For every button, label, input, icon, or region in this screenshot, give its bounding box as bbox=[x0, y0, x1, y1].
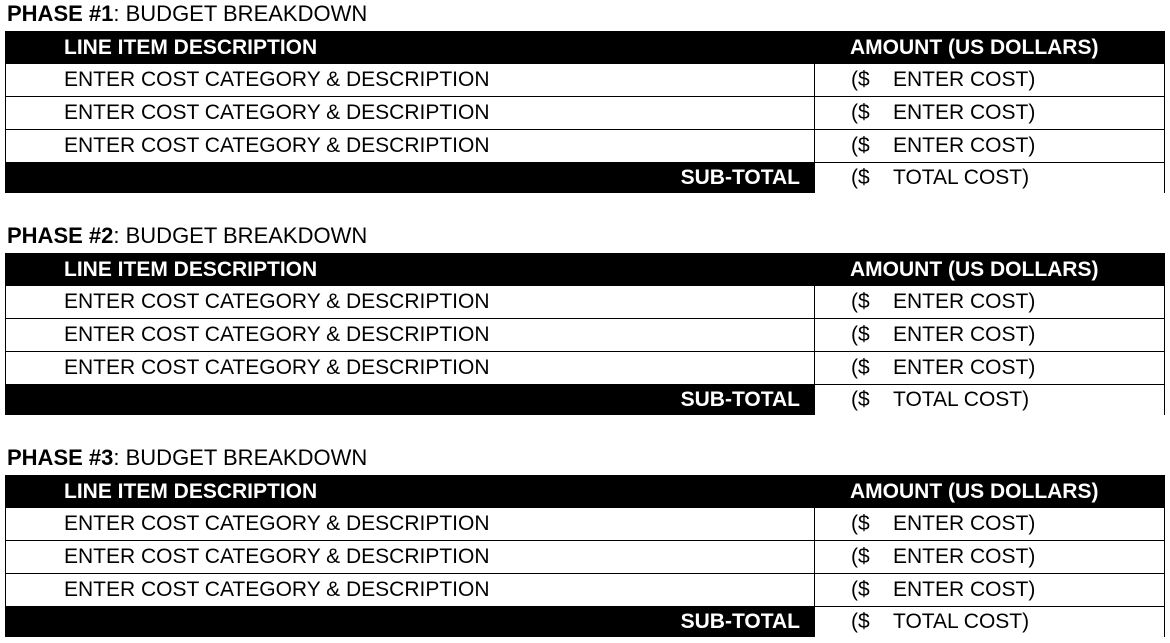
amount-value[interactable]: ENTER COST) bbox=[893, 545, 1036, 568]
header-description: LINE ITEM DESCRIPTION bbox=[64, 257, 318, 281]
table-row[interactable] bbox=[6, 285, 1164, 318]
phase-1-title bbox=[7, 0, 367, 28]
line-item-amount[interactable] bbox=[814, 541, 1164, 573]
subtotal-amount[interactable] bbox=[814, 607, 1164, 637]
currency-symbol: ($ bbox=[851, 545, 870, 568]
currency-symbol: ($ bbox=[851, 578, 870, 601]
subtotal-label: SUB-TOTAL bbox=[6, 607, 814, 637]
subtotal-amount[interactable] bbox=[814, 385, 1164, 415]
currency-symbol: ($ bbox=[851, 388, 870, 411]
currency-symbol: ($ bbox=[851, 101, 870, 124]
currency-symbol: ($ bbox=[851, 356, 870, 379]
phase-2-title-number: PHASE #2 bbox=[7, 223, 114, 248]
line-item-amount[interactable] bbox=[814, 64, 1164, 96]
amount-value[interactable]: ENTER COST) bbox=[893, 101, 1036, 124]
phase-2-budget-table bbox=[5, 253, 1165, 415]
amount-value[interactable]: ENTER COST) bbox=[893, 290, 1036, 313]
currency-symbol: ($ bbox=[851, 610, 870, 633]
header-amount: AMOUNT (US DOLLARS) bbox=[850, 257, 1099, 281]
table-row[interactable] bbox=[6, 129, 1164, 162]
table-row[interactable] bbox=[6, 573, 1164, 606]
line-item-description[interactable]: ENTER COST CATEGORY & DESCRIPTION bbox=[64, 512, 490, 535]
header-amount: AMOUNT (US DOLLARS) bbox=[850, 35, 1099, 59]
header-description: LINE ITEM DESCRIPTION bbox=[64, 35, 318, 59]
phase-1-budget-table bbox=[5, 31, 1165, 193]
phase-2-title-text: : BUDGET BREAKDOWN bbox=[113, 223, 368, 248]
line-item-amount[interactable] bbox=[814, 319, 1164, 351]
currency-symbol: ($ bbox=[851, 290, 870, 313]
phase-3-budget-table bbox=[5, 475, 1165, 637]
header-amount: AMOUNT (US DOLLARS) bbox=[850, 479, 1099, 503]
table-row[interactable] bbox=[6, 351, 1164, 384]
amount-value[interactable]: ENTER COST) bbox=[893, 578, 1036, 601]
line-item-description[interactable]: ENTER COST CATEGORY & DESCRIPTION bbox=[64, 578, 490, 601]
currency-symbol: ($ bbox=[851, 323, 870, 346]
line-item-description[interactable]: ENTER COST CATEGORY & DESCRIPTION bbox=[64, 323, 490, 346]
currency-symbol: ($ bbox=[851, 134, 870, 157]
line-item-description[interactable]: ENTER COST CATEGORY & DESCRIPTION bbox=[64, 356, 490, 379]
line-item-amount[interactable] bbox=[814, 286, 1164, 318]
phase-2-title bbox=[7, 222, 367, 250]
line-item-amount[interactable] bbox=[814, 508, 1164, 540]
line-item-amount[interactable] bbox=[814, 97, 1164, 129]
subtotal-amount[interactable] bbox=[814, 163, 1164, 193]
line-item-description[interactable]: ENTER COST CATEGORY & DESCRIPTION bbox=[64, 68, 490, 91]
line-item-description[interactable]: ENTER COST CATEGORY & DESCRIPTION bbox=[64, 545, 490, 568]
line-item-description[interactable]: ENTER COST CATEGORY & DESCRIPTION bbox=[64, 290, 490, 313]
subtotal-row bbox=[6, 162, 1164, 193]
table-row[interactable] bbox=[6, 318, 1164, 351]
line-item-amount[interactable] bbox=[814, 130, 1164, 162]
currency-symbol: ($ bbox=[851, 166, 870, 189]
amount-value[interactable]: ENTER COST) bbox=[893, 68, 1036, 91]
table-row[interactable] bbox=[6, 507, 1164, 540]
amount-value[interactable]: ENTER COST) bbox=[893, 134, 1036, 157]
currency-symbol: ($ bbox=[851, 68, 870, 91]
phase-3-title-text: : BUDGET BREAKDOWN bbox=[113, 445, 368, 470]
phase-1-title-text: : BUDGET BREAKDOWN bbox=[113, 1, 368, 26]
amount-value[interactable]: ENTER COST) bbox=[893, 512, 1036, 535]
amount-value[interactable]: ENTER COST) bbox=[893, 323, 1036, 346]
subtotal-value[interactable]: TOTAL COST) bbox=[893, 166, 1030, 189]
line-item-amount[interactable] bbox=[814, 574, 1164, 606]
table-header-row bbox=[6, 32, 1164, 63]
table-row[interactable] bbox=[6, 63, 1164, 96]
subtotal-row bbox=[6, 606, 1164, 637]
table-header-row bbox=[6, 254, 1164, 285]
subtotal-label: SUB-TOTAL bbox=[6, 163, 814, 193]
line-item-description[interactable]: ENTER COST CATEGORY & DESCRIPTION bbox=[64, 101, 490, 124]
phase-3-title bbox=[7, 444, 367, 472]
subtotal-value[interactable]: TOTAL COST) bbox=[893, 610, 1030, 633]
subtotal-row bbox=[6, 384, 1164, 415]
subtotal-label: SUB-TOTAL bbox=[6, 385, 814, 415]
table-row[interactable] bbox=[6, 96, 1164, 129]
phase-1-title-number: PHASE #1 bbox=[7, 1, 114, 26]
table-row[interactable] bbox=[6, 540, 1164, 573]
table-header-row bbox=[6, 476, 1164, 507]
header-description: LINE ITEM DESCRIPTION bbox=[64, 479, 318, 503]
line-item-description[interactable]: ENTER COST CATEGORY & DESCRIPTION bbox=[64, 134, 490, 157]
currency-symbol: ($ bbox=[851, 512, 870, 535]
subtotal-value[interactable]: TOTAL COST) bbox=[893, 388, 1030, 411]
amount-value[interactable]: ENTER COST) bbox=[893, 356, 1036, 379]
phase-3-title-number: PHASE #3 bbox=[7, 445, 114, 470]
line-item-amount[interactable] bbox=[814, 352, 1164, 384]
